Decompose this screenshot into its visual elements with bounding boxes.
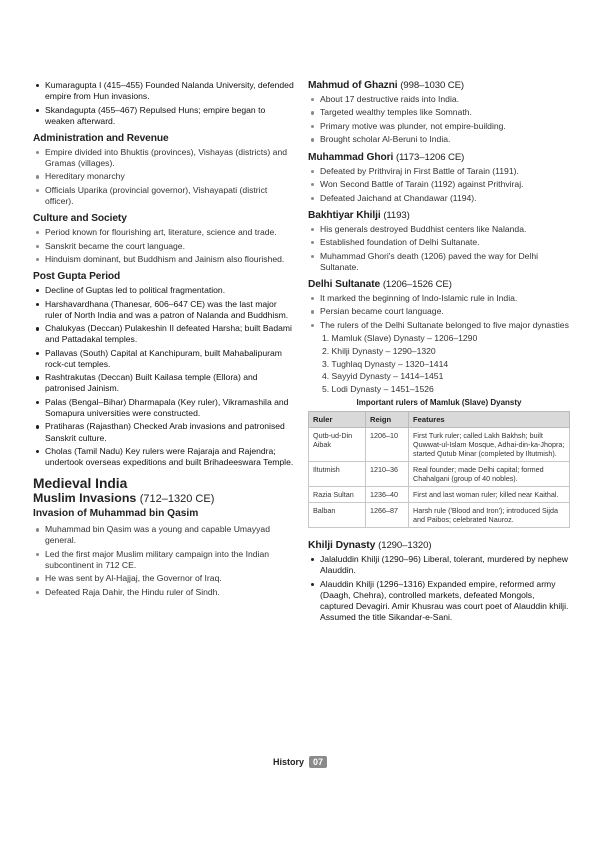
culture-list [33,227,295,265]
heading-text: Mahmud of Ghazni [308,80,398,91]
heading-text: Muhammad Ghori [308,151,394,163]
list-item: Decline of Guptas led to political fragmentation. [33,285,295,296]
date-range: (1193) [383,209,410,221]
table-cell: 1206–10 [366,428,409,462]
table-cell: First and last woman ruler; killed near Kaithal. [409,487,570,503]
ghazni-list [308,94,570,146]
table-cell: Razia Sultan [309,487,366,503]
section-heading-khilji-dynasty [308,540,570,551]
bakhtiyar-list [308,224,570,273]
list-item: Kumaragupta I (415–455) Founded Nalanda University, defended empire from Hun invasions. [33,80,295,102]
dynasties-list [322,333,570,395]
list-item: Hinduism dominant, but Buddhism and Jainism also flourished. [33,254,295,265]
list-item: He was sent by Al-Hajjaj, the Governor of Iraq. [33,573,295,584]
section-heading-ghazni [308,80,570,91]
table-cell: Harsh rule ('Blood and Iron'); introduced Sijda and Paibos; celebrated Nauroz. [409,503,570,528]
list-item: Skandagupta (455–467) Repulsed Huns; empire began to weaken afterward. [33,105,295,127]
date-range: (998–1030 CE) [400,80,465,91]
table-cell: 1236–40 [366,487,409,503]
administration-list [33,147,295,207]
section-heading-bakhtiyar [308,210,570,221]
list-item: Empire divided into Bhuktis (provinces), Vishayas (districts) and Gramas (villages). [33,147,295,169]
list-item: His generals destroyed Buddhist centers like Nalanda. [308,224,570,235]
heading-text: Khilji Dynasty [308,540,376,552]
khilji-list [308,554,570,623]
page-number: 07 [309,756,327,768]
list-item: 3. Tughlaq Dynasty – 1320–1414 [322,358,449,369]
list-item: Cholas (Tamil Nadu) Key rulers were Rajaraja and Rajendra; undertook overseas expeditions and built Brihadeeswara Temple. [33,446,295,468]
list-item: Muhammad Ghori's death (1206) paved the way for Delhi Sultanate. [308,251,570,273]
section-title-muslim-invasions [33,491,295,507]
list-item: 4. Sayyid Dynasty – 1414–1451 [322,371,444,382]
list-item: Harshavardhana (Thanesar, 606–647 CE) was the last major ruler of North India and was a patron of Nalanda and Buddhism. [33,299,295,321]
delhi-list [308,293,570,331]
list-item: Palas (Bengal–Bihar) Dharmapala (Key ruler), Vikramashila and Somapura universities were constructed. [33,397,295,419]
table-row [309,462,570,487]
ghori-list [308,166,570,204]
section-heading-delhi-sultanate [308,279,570,290]
gupta-rulers-list [33,80,295,127]
post-gupta-list [33,285,295,468]
section-title-text: Muslim Invasions [33,491,137,506]
list-item: Defeated Jaichand at Chandawar (1194). [308,193,570,204]
list-item: Alauddin Khilji (1296–1316) Expanded empire, reformed army (Daagh, Chehra), controlled markets, defeated Mongols, captured Devagiri. Amir Khusrau was court poet of Alauddin khilji. Assumed the title Sikandar-e-Sani. [308,579,570,623]
list-item: Pallavas (South) Capital at Kanchipuram, built Mahabalipuram rock-cut temples. [33,348,295,370]
table-row [309,428,570,462]
table-cell: First Turk ruler; called Lakh Bakhsh; built Quwwat-ul-Islam Mosque, Adhai-din-ka-Jhopra; started Qutub Minar (completed by Iltutmish). [409,428,570,462]
mamluk-rulers-table [308,411,570,528]
table-cell: Qutb-ud-Din Aibak [309,428,366,462]
column-header: Features [409,412,570,428]
footer-label: History [272,757,304,767]
table-row [309,503,570,528]
section-heading-culture: Culture and Society [33,213,127,225]
list-item: Persian became court language. [308,306,570,317]
right-column [308,80,570,625]
chapter-title-medieval-india: Medieval India [33,476,128,492]
list-item: 2. Khilji Dynasty – 1290–1320 [322,345,436,356]
list-item: 5. Lodi Dynasty – 1451–1526 [322,383,434,394]
heading-text: Delhi Sultanate [308,278,381,290]
list-item: Officials Uparika (provincial governor), Vishayapati (district officer). [33,185,295,207]
table-cell: 1266–87 [366,503,409,528]
section-heading-administration: Administration and Revenue [33,132,169,144]
list-item: Defeated Raja Dahir, the Hindu ruler of Sindh. [33,587,295,598]
date-range: (1290–1320) [378,540,432,552]
page-footer [0,756,600,768]
list-item: Chalukyas (Deccan) Pulakeshin II defeated Harsha; built Badami and Pattadakal temples. [33,323,295,345]
list-item: Established foundation of Delhi Sultanate. [308,237,570,248]
list-item: Brought scholar Al-Beruni to India. [308,134,570,145]
heading-text: Bakhtiyar Khilji [308,209,381,221]
table-cell: 1210–36 [366,462,409,487]
list-item: Pratiharas (Rajasthan) Checked Arab invasions and patronised Sanskrit culture. [33,421,295,443]
section-heading-qasim: Invasion of Muhammad bin Qasim [33,508,199,520]
list-item: Muhammad bin Qasim was a young and capable Umayyad general. [33,524,295,546]
list-item: Hereditary monarchy [33,171,295,182]
list-item: About 17 destructive raids into India. [308,94,570,105]
section-heading-post-gupta: Post Gupta Period [33,271,121,283]
list-item: Rashtrakutas (Deccan) Built Kailasa temple (Ellora) and patronised Jainism. [33,372,295,394]
list-item: Defeated by Prithviraj in First Battle of Tarain (1191). [308,166,570,177]
table-cell: Iltutmish [309,462,366,487]
list-item: Led the first major Muslim military campaign into the Indian subcontinent in 712 CE. [33,549,295,571]
list-item: Primary motive was plunder, not empire-building. [308,121,570,132]
qasim-list [33,524,295,598]
list-item: Jalaluddin Khilji (1290–96) Liberal, tolerant, murdered by nephew Alauddin. [308,554,570,576]
column-header: Reign [366,412,409,428]
list-item: Sanskrit became the court language. [33,241,295,252]
table-header-row [309,412,570,428]
table-cell: Balban [309,503,366,528]
date-range: (1173–1206 CE) [395,151,465,163]
left-column [33,80,295,600]
table-caption: Important rulers of Mamluk (Slave) Dyansty [356,398,522,408]
list-item: It marked the beginning of Indo-Islamic rule in India. [308,293,570,304]
list-item: Won Second Battle of Tarain (1192) against Prithviraj. [308,179,570,190]
list-item: 1. Mamluk (Slave) Dynasty – 1206–1290 [322,333,478,344]
section-heading-ghori [308,152,570,163]
date-range: (1206–1526 CE) [382,278,452,290]
list-item: Period known for flourishing art, literature, science and trade. [33,227,295,238]
list-item: Targeted wealthy temples like Somnath. [308,107,570,118]
date-range: (712–1320 CE) [139,493,215,506]
table-row [309,487,570,503]
table-cell: Real founder; made Delhi capital; formed Chahalgani (group of 40 nobles). [409,462,570,487]
list-item: The rulers of the Delhi Sultanate belonged to five major dynasties [308,320,570,331]
column-header: Ruler [309,412,366,428]
